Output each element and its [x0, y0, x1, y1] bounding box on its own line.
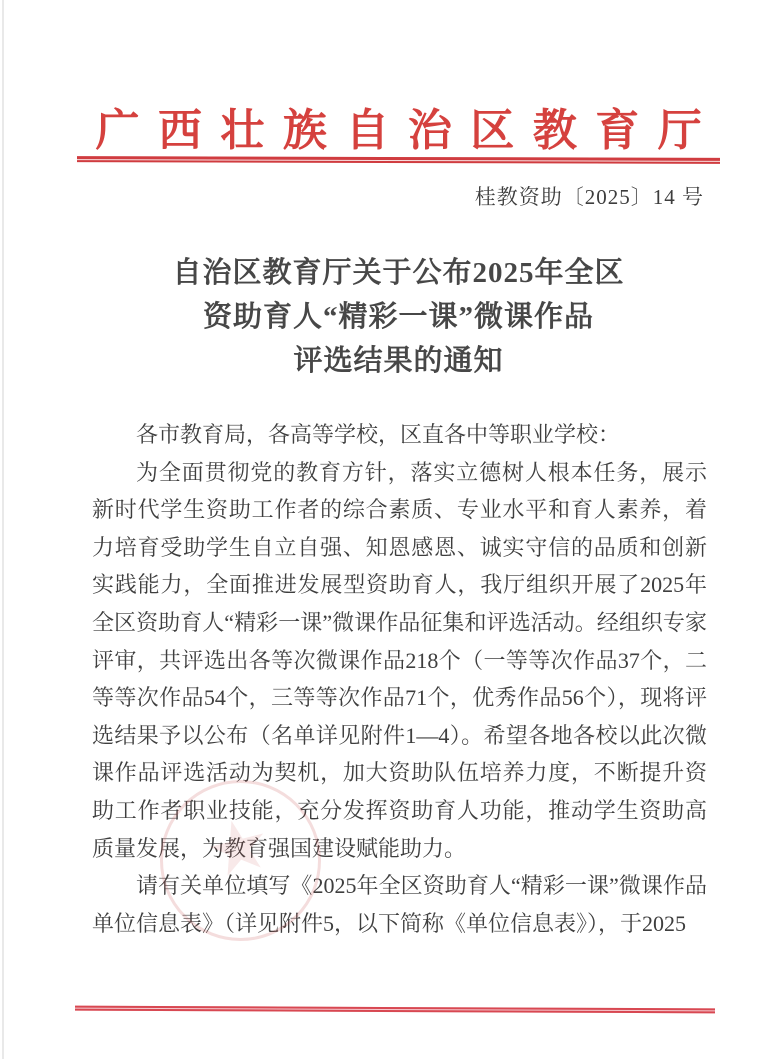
body-paragraph-2: 请有关单位填写《2025年全区资助育人“精彩一课”微课作品单位信息表》（详见附件5，以下简称《单位信息表》），于2025 — [92, 873, 707, 936]
letterhead-divider-line — [77, 156, 720, 164]
document-number: 桂教资助〔2025〕14 号 — [474, 185, 704, 209]
footer-divider-line — [75, 1006, 715, 1014]
document-title — [77, 251, 720, 383]
salutation-line: 各市教育局，各高等学校，区直各中等职业学校： — [136, 422, 621, 447]
body-paragraph-1: 为全面贯彻党的教育方针，落实立德树人根本任务，展示新时代学生资助工作者的综合素质、专业水平和育人素养，着力培育受助学生自立自强、知恩感恩、诚实守信的品质和创新实践能力，全面推进发展型资助育人，我厅组织开展了2025年全区资助育人“精彩一课”微课作品征集和评选活动。经组织专家评审，共评选出各等次微课作品218个（一等等次作品37个，二等等次作品54个，三等等次作品71个，优秀作品56个），现将评选结果予以公布（名单详见附件1—4）。希望各地各校以此次微课作品评选活动为契机，加大资助队伍培养力度，不断提升资助工作者职业技能，充分发挥资助育人功能，推动学生资助高质量发展，为教育强国建设赋能助力。 — [92, 459, 707, 861]
seal-bleedthrough-star-icon: ★ — [197, 801, 280, 895]
scan-edge-artifact — [2, 0, 4, 1059]
document-title-line-2: 资助育人“精彩一课”微课作品 — [202, 301, 594, 333]
letterhead-org-name: 广西壮族自治区教育厅 — [95, 106, 721, 155]
document-title-line-1: 自治区教育厅关于公布2025年全区 — [172, 257, 625, 289]
document-body — [92, 416, 707, 942]
document-title-line-3: 评选结果的通知 — [293, 345, 504, 377]
